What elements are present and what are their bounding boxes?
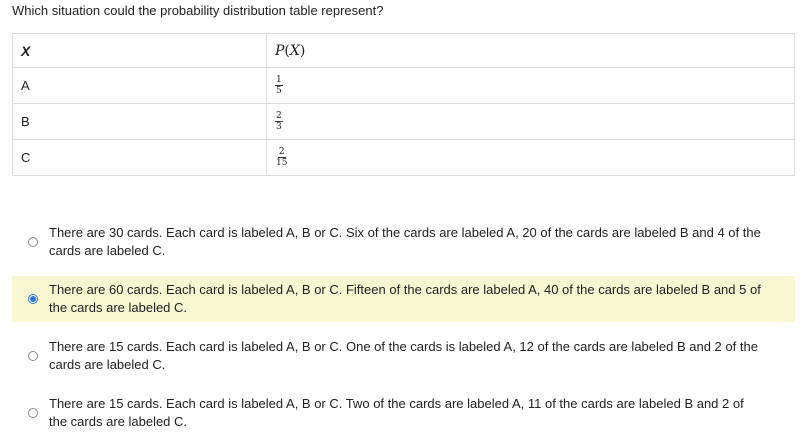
answer-option-2[interactable] <box>12 276 795 322</box>
answer-option-3[interactable] <box>12 333 795 379</box>
probability-table <box>12 33 795 176</box>
row-p-cell <box>267 104 795 140</box>
row-x-cell: A <box>13 68 267 104</box>
row-p-cell <box>267 140 795 176</box>
radio-button[interactable] <box>28 237 38 247</box>
radio-button[interactable] <box>28 351 38 361</box>
fraction: $\frac{1}{5}$ <box>276 75 282 96</box>
row-x-cell: B <box>13 104 267 140</box>
answer-options <box>12 219 795 447</box>
row-x-cell: C <box>13 140 267 176</box>
answer-text: There are 30 cards. Each card is labeled A, B or C. Six of the cards are labeled A, 20 of the cards are labeled B and 4 of the cards are labeled C. <box>49 225 761 258</box>
radio-button[interactable] <box>28 408 38 418</box>
table-header-row <box>13 34 795 68</box>
fraction: $\frac{2}{15}$ <box>276 147 288 168</box>
fraction: $\frac{2}{3}$ <box>276 111 282 132</box>
table-row <box>13 68 795 104</box>
radio-button-selected[interactable] <box>28 294 38 304</box>
answer-option-4[interactable] <box>12 390 795 436</box>
header-x-label: X <box>21 42 31 59</box>
header-px <box>267 34 795 68</box>
table-row <box>13 140 795 176</box>
question-text: Which situation could the probability distribution table represent? <box>12 3 384 18</box>
answer-text: There are 15 cards. Each card is labeled A, B or C. Two of the cards are labeled A, 11 of the cards are labeled B and 2 of the cards are labeled C. <box>49 396 744 429</box>
table-row <box>13 104 795 140</box>
answer-text: There are 60 cards. Each card is labeled A, B or C. Fifteen of the cards are labeled A, 40 of the cards are labeled B and 5 of the cards are labeled C. <box>49 282 761 315</box>
answer-text: There are 15 cards. Each card is labeled A, B or C. One of the cards is labeled A, 12 of the cards are labeled B and 2 of the cards are labeled C. <box>49 339 758 372</box>
header-x <box>13 34 267 68</box>
answer-option-1[interactable] <box>12 219 795 265</box>
header-px-label: P(X) <box>275 42 306 59</box>
row-p-cell <box>267 68 795 104</box>
